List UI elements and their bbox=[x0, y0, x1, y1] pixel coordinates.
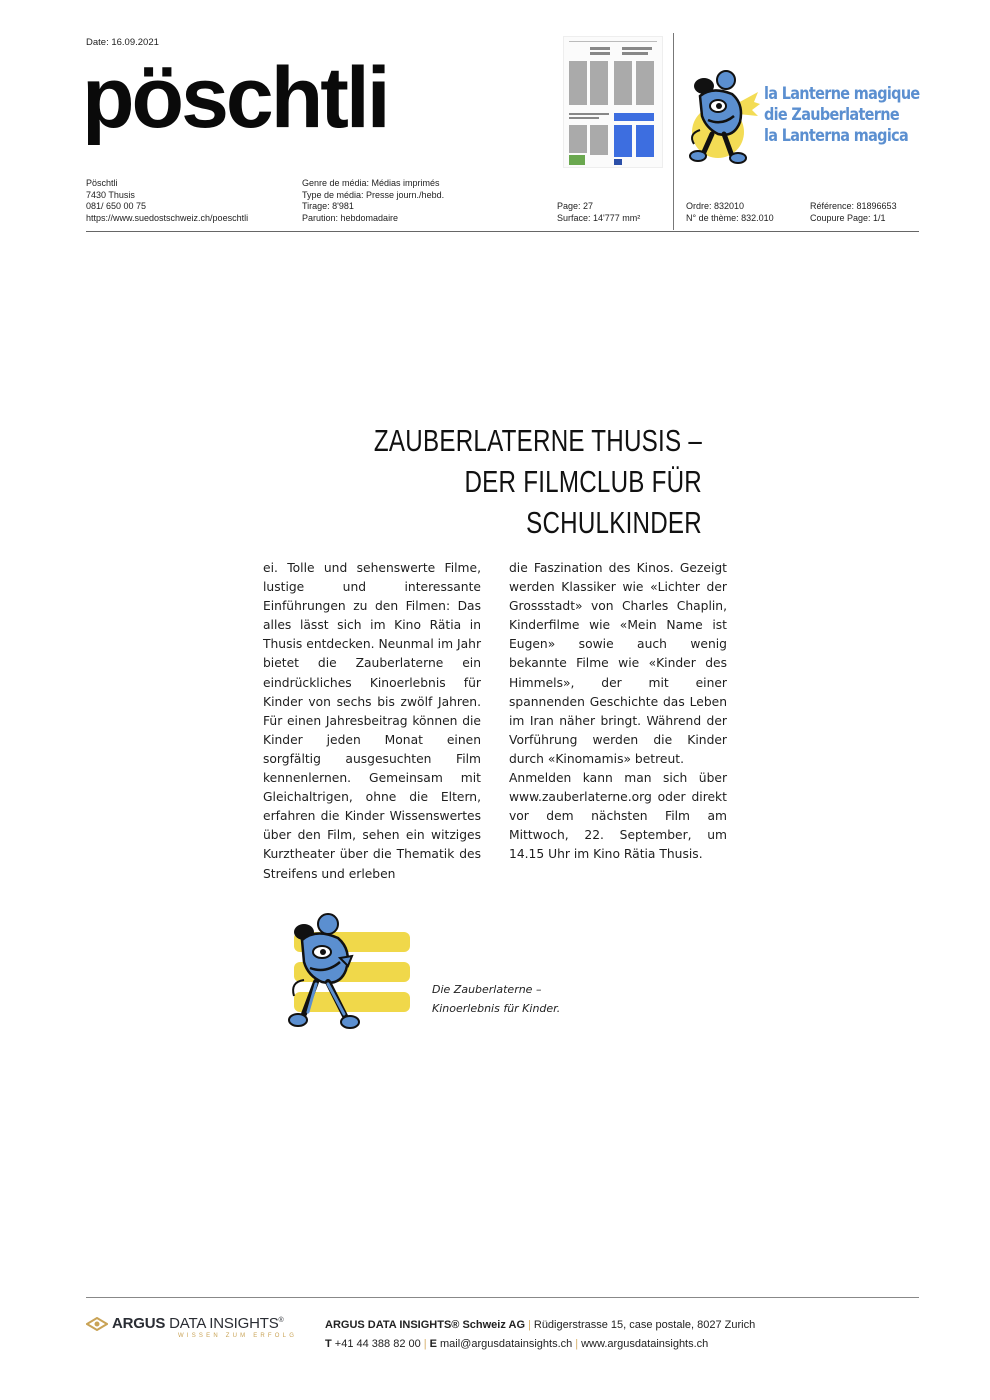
reference-info bbox=[810, 201, 897, 224]
article-title-line2: DER FILMCLUB FÜR SCHULKINDER bbox=[464, 464, 702, 540]
article-column-2 bbox=[509, 559, 727, 865]
page-number: Page: 27 bbox=[557, 201, 594, 211]
footer-contact bbox=[325, 1316, 755, 1354]
footer-address: Rüdigerstrasse 15, case postale, 8027 Zurich bbox=[533, 1319, 756, 1331]
footer-website[interactable]: www.argusdatainsights.ch bbox=[581, 1338, 709, 1350]
publication-logo: pöschtli bbox=[82, 50, 388, 146]
media-genre: Genre de média: Médias imprimés bbox=[302, 178, 440, 188]
theme-number: N° de thème: 832.010 bbox=[686, 212, 774, 223]
zauberlaterne-mascot-icon bbox=[286, 910, 416, 1032]
footer-email[interactable]: mail@argusdatainsights.ch bbox=[440, 1338, 573, 1350]
lanterne-magique-wordmark bbox=[764, 84, 920, 147]
footer-separator: | bbox=[575, 1338, 579, 1350]
article-paragraph: die Faszination des Kinos. Gezeigt werden Klassiker wie «Lichter der Grossstadt» von Charles Chaplin, Kinderfilme wie «Mein Name ist Eugen» sowie auch wenig bekannte Filme wie «Kinder des Himmels», der mit einer spannenden Geschichte das Leben im Iran näher bringt. Während der Vorführung werden die Kinder durch «Kinomamis» betreut. bbox=[509, 561, 727, 766]
article-column-1 bbox=[263, 559, 481, 884]
footer-company: ARGUS DATA INSIGHTS® Schweiz AG bbox=[325, 1319, 526, 1331]
argus-brand-rest: DATA INSIGHTS bbox=[165, 1315, 279, 1332]
source-city: 7430 Thusis bbox=[86, 189, 135, 200]
source-url[interactable]: https://www.suedostschweiz.ch/poeschtli bbox=[86, 212, 249, 223]
article-title-line1: ZAUBERLATERNE THUSIS – bbox=[373, 423, 702, 458]
media-type: Type de média: Presse journ./hebd. bbox=[302, 189, 445, 200]
page-thumbnail-icon bbox=[564, 37, 662, 167]
clipping-date: Date: 16.09.2021 bbox=[86, 37, 159, 48]
article-paragraph: ei. Tolle und sehenswerte Filme, lustige und interessante Einführungen zu den Filmen: Das alles lässt sich im Kino Rätia in Thusis entdecken. Neunmal im Jahr bietet die Zauberlaterne ein eindrückliches Kinoerlebnis für Kinder von sechs bis zwölf Jahren. Für einen Jahresbeitrag können die Kinder jeden Monat einen sorgfältig ausgesuchten Film kennenlernen. Gemeinsam mit Gleichaltrigen, ohne die Eltern, erfahren die Kinder Wissenswertes über den Film, sehen ein witziges Kurztheater über die Thematik des Streifens und erleben bbox=[263, 561, 481, 881]
page-surface: Surface: 14'777 mm² bbox=[557, 212, 641, 223]
media-tirage: Tirage: 8'981 bbox=[302, 201, 354, 211]
footer-email-label: E bbox=[429, 1338, 437, 1350]
argus-eye-icon bbox=[86, 1317, 108, 1331]
footer-phone-label: T bbox=[325, 1338, 332, 1350]
media-parution: Parution: hebdomadaire bbox=[302, 212, 399, 223]
source-phone: 081/ 650 00 75 bbox=[86, 201, 147, 211]
page-info bbox=[557, 201, 640, 224]
argus-brand-bold: ARGUS bbox=[112, 1315, 166, 1332]
caption-line2: Kinoerlebnis für Kinder. bbox=[432, 1002, 561, 1015]
wordmark-line-de: die Zauberlaterne bbox=[764, 105, 899, 125]
page-thumbnail[interactable] bbox=[563, 36, 663, 168]
wordmark-line-it: la Lanterna magica bbox=[764, 126, 909, 146]
source-info bbox=[86, 178, 248, 224]
header-rule bbox=[86, 231, 919, 232]
source-name: Pöschtli bbox=[86, 178, 118, 188]
lanterne-mascot-icon bbox=[684, 68, 764, 166]
article-image bbox=[286, 910, 416, 1032]
article-title bbox=[353, 420, 702, 543]
argus-tagline: WISSEN ZUM ERFOLG bbox=[178, 1333, 298, 1339]
registered-mark: ® bbox=[278, 1317, 284, 1324]
footer-separator: | bbox=[528, 1319, 531, 1331]
article-paragraph: Anmelden kann man sich über www.zauberlaterne.org oder direkt vor dem nächsten Film am Mittwoch, 22. September, um 14.15 Uhr im Kino Rätia Thusis. bbox=[509, 771, 727, 862]
header-divider bbox=[673, 33, 674, 230]
order-info bbox=[686, 201, 774, 224]
wordmark-line-fr: la Lanterne magique bbox=[764, 84, 920, 104]
reference-number: Référence: 81896653 bbox=[810, 201, 897, 211]
media-info bbox=[302, 178, 444, 224]
footer-rule bbox=[86, 1297, 919, 1298]
footer-separator: | bbox=[423, 1338, 427, 1350]
argus-logo bbox=[86, 1315, 297, 1339]
footer-phone: +41 44 388 82 00 bbox=[334, 1338, 421, 1350]
order-number: Ordre: 832010 bbox=[686, 201, 745, 211]
clipping-page: Coupure Page: 1/1 bbox=[810, 212, 886, 223]
caption-line1: Die Zauberlaterne – bbox=[432, 983, 542, 996]
argus-wordmark bbox=[112, 1315, 283, 1332]
image-caption bbox=[432, 980, 560, 1018]
